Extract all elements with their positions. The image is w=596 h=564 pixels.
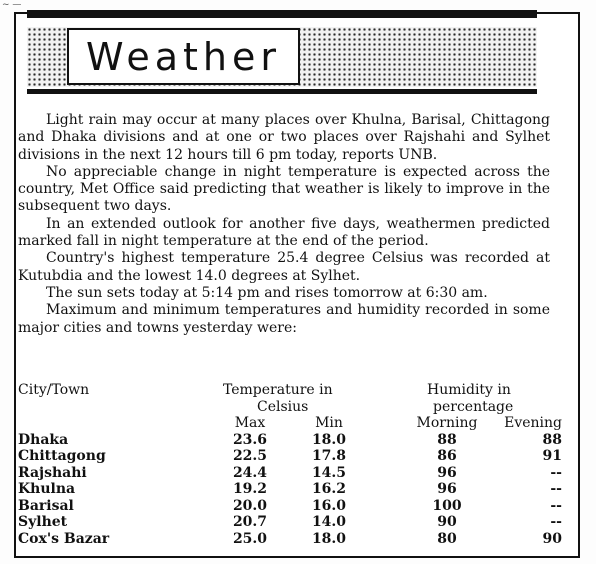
table-row: [18, 465, 563, 482]
paragraph: Light rain may occur at many places over Khulna, Barisal, Chittagong and Dhaka divisions and at one or two places over Rajshahi and Sylhet divisions in the next 12 hours till 6 pm today, reports UNB.: [18, 112, 550, 163]
cell-morning: 96: [437, 481, 457, 498]
cell-min: 14.5: [311, 464, 347, 481]
cell-evening: 91: [542, 448, 562, 465]
cell-city: Khulna: [18, 481, 76, 498]
cell-evening: 90: [542, 531, 562, 548]
table-row: [18, 514, 563, 531]
paragraph: Country's highest temperature 25.4 degree Celsius was recorded at Kutubdia and the lowest 14.0 degrees at Sylhet.: [18, 250, 550, 284]
column-header-city: City/Town: [18, 382, 90, 398]
column-group-humidity-unit: percentage: [433, 398, 514, 415]
edge-mark: ~ —: [2, 0, 22, 10]
column-group-humidity: Humidity in: [427, 382, 511, 398]
cell-min: 16.0: [311, 497, 347, 514]
cell-evening: 88: [542, 431, 562, 448]
cell-min: 16.2: [311, 481, 347, 498]
cell-evening: --: [550, 497, 562, 514]
column-header-morning: Morning: [416, 415, 478, 431]
top-rule: [27, 10, 537, 18]
table-row: [18, 498, 563, 515]
column-group-temperature-unit: Celsius: [257, 398, 309, 415]
cell-morning: 86: [437, 448, 457, 465]
table-header-row: [18, 382, 563, 399]
table-row: [18, 531, 563, 548]
page-title: Weather: [86, 34, 281, 79]
cell-evening: --: [550, 514, 562, 531]
cell-max: 22.5: [232, 448, 268, 465]
table-row: [18, 448, 563, 465]
cell-city: Barisal: [18, 497, 74, 514]
paragraph: The sun sets today at 5:14 pm and rises tomorrow at 6:30 am.: [46, 284, 488, 301]
cell-morning: 88: [437, 431, 457, 448]
cell-max: 20.7: [232, 514, 268, 531]
cell-morning: 96: [437, 464, 457, 481]
table-header-row: [18, 399, 563, 416]
paragraph: Maximum and minimum temperatures and humidity recorded in some major cities and towns yesterday were:: [18, 302, 550, 336]
column-header-evening: Evening: [504, 415, 562, 431]
table-row: [18, 432, 563, 449]
article-body: [18, 112, 550, 337]
cell-morning: 90: [437, 514, 457, 531]
cell-evening: --: [550, 464, 562, 481]
cell-morning: 100: [432, 497, 462, 514]
table-row: [18, 481, 563, 498]
cell-city: Chittagong: [18, 448, 106, 465]
paragraph: No appreciable change in night temperature is expected across the country, Met Office said predicting that weather is likely to improve in the subsequent two days.: [18, 163, 550, 215]
cell-max: 24.4: [232, 464, 268, 481]
cell-city: Sylhet: [18, 514, 68, 531]
cell-city: Rajshahi: [18, 464, 87, 481]
cell-max: 25.0: [232, 531, 268, 548]
column-header-max: Max: [234, 415, 266, 431]
cell-morning: 80: [437, 531, 457, 548]
cell-city: Dhaka: [18, 431, 69, 448]
cell-min: 18.0: [311, 531, 347, 548]
cell-max: 23.6: [232, 431, 268, 448]
column-header-min: Min: [315, 415, 343, 431]
cell-min: 18.0: [311, 431, 347, 448]
cell-city: Cox's Bazar: [18, 531, 110, 548]
table-header-row: [18, 415, 563, 432]
column-group-temperature: Temperature in: [223, 382, 333, 398]
cell-min: 17.8: [311, 448, 347, 465]
cell-evening: --: [550, 481, 562, 498]
bottom-rule: [27, 89, 537, 94]
title-box: [67, 28, 300, 85]
cell-max: 20.0: [232, 497, 268, 514]
paragraph: In an extended outlook for another five days, weathermen predicted marked fall in night temperature at the end of the period.: [18, 215, 550, 250]
cell-max: 19.2: [232, 481, 268, 498]
cell-min: 14.0: [311, 514, 347, 531]
weather-table: [18, 382, 563, 548]
